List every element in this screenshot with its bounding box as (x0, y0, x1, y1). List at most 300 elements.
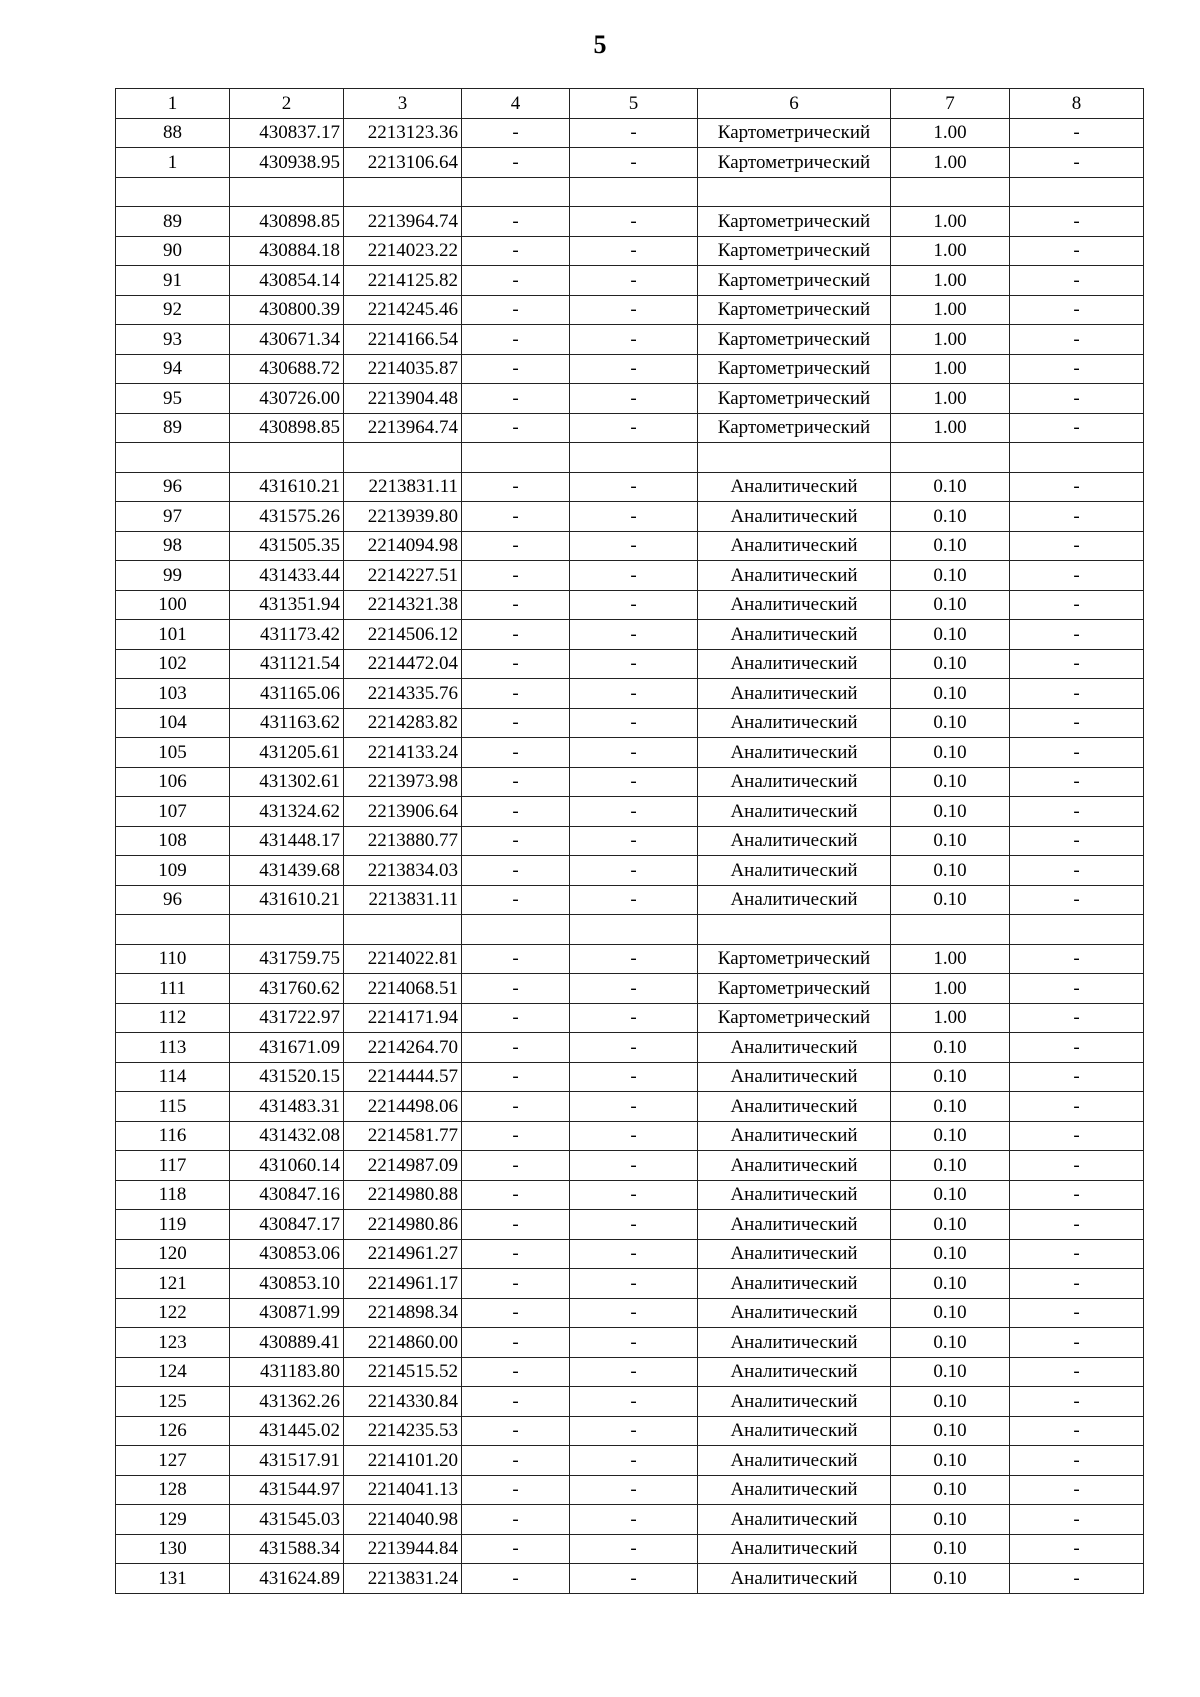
point-number-cell: 123 (116, 1328, 230, 1358)
col8-cell: - (1010, 472, 1144, 502)
y-coordinate-cell: 2213831.11 (344, 472, 462, 502)
col8-cell: - (1010, 1180, 1144, 1210)
point-number-cell: 101 (116, 620, 230, 650)
accuracy-cell: 1.00 (891, 118, 1010, 148)
header-cell: 1 (116, 89, 230, 119)
point-number-cell: 88 (116, 118, 230, 148)
point-number-cell: 91 (116, 266, 230, 296)
col8-cell: - (1010, 207, 1144, 237)
y-coordinate-cell: 2214040.98 (344, 1505, 462, 1535)
col5-cell: - (570, 148, 698, 178)
col4-cell: - (462, 295, 570, 325)
header-cell: 5 (570, 89, 698, 119)
col4-cell: - (462, 1328, 570, 1358)
y-coordinate-cell: 2214581.77 (344, 1121, 462, 1151)
col8-cell: - (1010, 1210, 1144, 1240)
y-coordinate-cell: 2213831.11 (344, 885, 462, 915)
table-row (116, 1446, 1144, 1476)
col8-cell: - (1010, 708, 1144, 738)
accuracy-cell: 0.10 (891, 1180, 1010, 1210)
accuracy-cell: 0.10 (891, 1239, 1010, 1269)
table-row (116, 974, 1144, 1004)
method-cell: Картометрический (698, 236, 891, 266)
y-coordinate-cell: 2214506.12 (344, 620, 462, 650)
table-row (116, 620, 1144, 650)
y-coordinate-cell: 2214094.98 (344, 531, 462, 561)
col4-cell: - (462, 1003, 570, 1033)
col8-cell: - (1010, 354, 1144, 384)
method-cell: Аналитический (698, 797, 891, 827)
col5-cell: - (570, 1239, 698, 1269)
point-number-cell: 1 (116, 148, 230, 178)
x-coordinate-cell: 431445.02 (230, 1416, 344, 1446)
col8-cell: - (1010, 236, 1144, 266)
accuracy-cell: 0.10 (891, 1534, 1010, 1564)
point-number-cell: 129 (116, 1505, 230, 1535)
method-cell: Картометрический (698, 266, 891, 296)
y-coordinate-cell: 2214133.24 (344, 738, 462, 768)
table-row (116, 1062, 1144, 1092)
method-cell: Аналитический (698, 1475, 891, 1505)
col5-cell: - (570, 1564, 698, 1594)
col8-cell: - (1010, 1298, 1144, 1328)
y-coordinate-cell: 2214166.54 (344, 325, 462, 355)
point-number-cell: 100 (116, 590, 230, 620)
point-number-cell: 114 (116, 1062, 230, 1092)
coordinates-table (115, 88, 1144, 1594)
col5-cell: - (570, 767, 698, 797)
method-cell: Аналитический (698, 856, 891, 886)
empty-cell (462, 177, 570, 207)
x-coordinate-cell: 431439.68 (230, 856, 344, 886)
table-row (116, 767, 1144, 797)
col4-cell: - (462, 266, 570, 296)
col8-cell: - (1010, 502, 1144, 532)
col8-cell: - (1010, 826, 1144, 856)
table-row (116, 1298, 1144, 1328)
y-coordinate-cell: 2214472.04 (344, 649, 462, 679)
point-number-cell: 97 (116, 502, 230, 532)
col8-cell: - (1010, 266, 1144, 296)
col8-cell: - (1010, 1239, 1144, 1269)
x-coordinate-cell: 430800.39 (230, 295, 344, 325)
col4-cell: - (462, 1180, 570, 1210)
table-row (116, 561, 1144, 591)
col8-cell: - (1010, 1564, 1144, 1594)
col5-cell: - (570, 1121, 698, 1151)
x-coordinate-cell: 431448.17 (230, 826, 344, 856)
col4-cell: - (462, 856, 570, 886)
point-number-cell: 89 (116, 207, 230, 237)
x-coordinate-cell: 431183.80 (230, 1357, 344, 1387)
col5-cell: - (570, 531, 698, 561)
accuracy-cell: 1.00 (891, 295, 1010, 325)
col5-cell: - (570, 974, 698, 1004)
col5-cell: - (570, 1092, 698, 1122)
x-coordinate-cell: 431432.08 (230, 1121, 344, 1151)
table-row (116, 1416, 1144, 1446)
col8-cell: - (1010, 856, 1144, 886)
accuracy-cell: 1.00 (891, 1003, 1010, 1033)
col4-cell: - (462, 236, 570, 266)
method-cell: Аналитический (698, 1505, 891, 1535)
table-row (116, 1269, 1144, 1299)
empty-cell (570, 915, 698, 945)
method-cell: Аналитический (698, 679, 891, 709)
table-row (116, 384, 1144, 414)
table-row (116, 590, 1144, 620)
col4-cell: - (462, 561, 570, 591)
col8-cell: - (1010, 531, 1144, 561)
x-coordinate-cell: 431351.94 (230, 590, 344, 620)
accuracy-cell: 0.10 (891, 1416, 1010, 1446)
point-number-cell: 124 (116, 1357, 230, 1387)
header-cell: 4 (462, 89, 570, 119)
table-row (116, 708, 1144, 738)
accuracy-cell: 1.00 (891, 266, 1010, 296)
col8-cell: - (1010, 1357, 1144, 1387)
y-coordinate-cell: 2214321.38 (344, 590, 462, 620)
x-coordinate-cell: 430871.99 (230, 1298, 344, 1328)
col8-cell: - (1010, 1475, 1144, 1505)
accuracy-cell: 0.10 (891, 1357, 1010, 1387)
x-coordinate-cell: 431545.03 (230, 1505, 344, 1535)
y-coordinate-cell: 2214171.94 (344, 1003, 462, 1033)
col4-cell: - (462, 738, 570, 768)
point-number-cell: 130 (116, 1534, 230, 1564)
method-cell: Картометрический (698, 295, 891, 325)
table-row (116, 1003, 1144, 1033)
x-coordinate-cell: 431760.62 (230, 974, 344, 1004)
method-cell: Аналитический (698, 502, 891, 532)
col5-cell: - (570, 325, 698, 355)
table-row (116, 413, 1144, 443)
accuracy-cell: 0.10 (891, 826, 1010, 856)
point-number-cell: 104 (116, 708, 230, 738)
col4-cell: - (462, 620, 570, 650)
col4-cell: - (462, 531, 570, 561)
col5-cell: - (570, 1298, 698, 1328)
empty-cell (116, 915, 230, 945)
col5-cell: - (570, 1269, 698, 1299)
point-number-cell: 121 (116, 1269, 230, 1299)
table-row (116, 1475, 1144, 1505)
col5-cell: - (570, 207, 698, 237)
x-coordinate-cell: 431722.97 (230, 1003, 344, 1033)
y-coordinate-cell: 2214335.76 (344, 679, 462, 709)
col8-cell: - (1010, 1505, 1144, 1535)
col4-cell: - (462, 1446, 570, 1476)
accuracy-cell: 0.10 (891, 1505, 1010, 1535)
col4-cell: - (462, 767, 570, 797)
col4-cell: - (462, 502, 570, 532)
col4-cell: - (462, 118, 570, 148)
point-number-cell: 127 (116, 1446, 230, 1476)
empty-cell (891, 177, 1010, 207)
accuracy-cell: 1.00 (891, 207, 1010, 237)
method-cell: Аналитический (698, 1239, 891, 1269)
x-coordinate-cell: 430938.95 (230, 148, 344, 178)
y-coordinate-cell: 2214068.51 (344, 974, 462, 1004)
empty-cell (230, 915, 344, 945)
accuracy-cell: 0.10 (891, 502, 1010, 532)
method-cell: Картометрический (698, 354, 891, 384)
col4-cell: - (462, 1033, 570, 1063)
accuracy-cell: 0.10 (891, 1328, 1010, 1358)
point-number-cell: 106 (116, 767, 230, 797)
col8-cell: - (1010, 325, 1144, 355)
x-coordinate-cell: 430847.17 (230, 1210, 344, 1240)
table-row (116, 325, 1144, 355)
method-cell: Картометрический (698, 384, 891, 414)
table-row (116, 207, 1144, 237)
empty-cell (462, 915, 570, 945)
table-row (116, 679, 1144, 709)
col8-cell: - (1010, 561, 1144, 591)
x-coordinate-cell: 431060.14 (230, 1151, 344, 1181)
col4-cell: - (462, 1416, 570, 1446)
method-cell: Картометрический (698, 944, 891, 974)
point-number-cell: 126 (116, 1416, 230, 1446)
col5-cell: - (570, 885, 698, 915)
x-coordinate-cell: 431610.21 (230, 885, 344, 915)
method-cell: Картометрический (698, 118, 891, 148)
accuracy-cell: 0.10 (891, 1062, 1010, 1092)
point-number-cell: 96 (116, 472, 230, 502)
col5-cell: - (570, 1180, 698, 1210)
x-coordinate-cell: 430854.14 (230, 266, 344, 296)
x-coordinate-cell: 431520.15 (230, 1062, 344, 1092)
method-cell: Картометрический (698, 325, 891, 355)
col4-cell: - (462, 649, 570, 679)
accuracy-cell: 1.00 (891, 325, 1010, 355)
accuracy-cell: 0.10 (891, 708, 1010, 738)
col5-cell: - (570, 797, 698, 827)
col5-cell: - (570, 266, 698, 296)
col4-cell: - (462, 708, 570, 738)
x-coordinate-cell: 430853.06 (230, 1239, 344, 1269)
x-coordinate-cell: 431575.26 (230, 502, 344, 532)
method-cell: Аналитический (698, 1210, 891, 1240)
col5-cell: - (570, 1328, 698, 1358)
y-coordinate-cell: 2214264.70 (344, 1033, 462, 1063)
method-cell: Аналитический (698, 826, 891, 856)
x-coordinate-cell: 431173.42 (230, 620, 344, 650)
method-cell: Аналитический (698, 1298, 891, 1328)
col5-cell: - (570, 1062, 698, 1092)
accuracy-cell: 0.10 (891, 679, 1010, 709)
point-number-cell: 122 (116, 1298, 230, 1328)
table-header-row (116, 89, 1144, 119)
empty-cell (1010, 177, 1144, 207)
col8-cell: - (1010, 944, 1144, 974)
empty-cell (891, 915, 1010, 945)
table-row (116, 1239, 1144, 1269)
x-coordinate-cell: 431362.26 (230, 1387, 344, 1417)
empty-cell (570, 443, 698, 473)
header-cell: 3 (344, 89, 462, 119)
col5-cell: - (570, 679, 698, 709)
col4-cell: - (462, 944, 570, 974)
accuracy-cell: 0.10 (891, 738, 1010, 768)
y-coordinate-cell: 2214330.84 (344, 1387, 462, 1417)
point-number-cell: 116 (116, 1121, 230, 1151)
col4-cell: - (462, 1062, 570, 1092)
col8-cell: - (1010, 620, 1144, 650)
point-number-cell: 93 (116, 325, 230, 355)
accuracy-cell: 1.00 (891, 384, 1010, 414)
method-cell: Аналитический (698, 1062, 891, 1092)
accuracy-cell: 1.00 (891, 974, 1010, 1004)
table-row (116, 1033, 1144, 1063)
col4-cell: - (462, 885, 570, 915)
table-separator-row (116, 443, 1144, 473)
point-number-cell: 118 (116, 1180, 230, 1210)
method-cell: Аналитический (698, 1328, 891, 1358)
header-cell: 6 (698, 89, 891, 119)
col5-cell: - (570, 413, 698, 443)
accuracy-cell: 0.10 (891, 797, 1010, 827)
accuracy-cell: 0.10 (891, 767, 1010, 797)
method-cell: Аналитический (698, 1092, 891, 1122)
x-coordinate-cell: 431205.61 (230, 738, 344, 768)
table-row (116, 531, 1144, 561)
empty-cell (116, 177, 230, 207)
col5-cell: - (570, 295, 698, 325)
table-row (116, 1534, 1144, 1564)
table-separator-row (116, 177, 1144, 207)
y-coordinate-cell: 2213904.48 (344, 384, 462, 414)
col8-cell: - (1010, 738, 1144, 768)
x-coordinate-cell: 431302.61 (230, 767, 344, 797)
empty-cell (1010, 915, 1144, 945)
col8-cell: - (1010, 1387, 1144, 1417)
table-body (116, 118, 1144, 1593)
y-coordinate-cell: 2214235.53 (344, 1416, 462, 1446)
accuracy-cell: 0.10 (891, 1151, 1010, 1181)
table-row (116, 885, 1144, 915)
method-cell: Картометрический (698, 148, 891, 178)
col4-cell: - (462, 384, 570, 414)
col5-cell: - (570, 649, 698, 679)
page-number: 5 (593, 30, 607, 59)
col8-cell: - (1010, 1033, 1144, 1063)
method-cell: Картометрический (698, 974, 891, 1004)
col8-cell: - (1010, 295, 1144, 325)
x-coordinate-cell: 430837.17 (230, 118, 344, 148)
col8-cell: - (1010, 1151, 1144, 1181)
x-coordinate-cell: 431759.75 (230, 944, 344, 974)
table-row (116, 1357, 1144, 1387)
table-row (116, 944, 1144, 974)
col8-cell: - (1010, 649, 1144, 679)
method-cell: Аналитический (698, 1180, 891, 1210)
col8-cell: - (1010, 1062, 1144, 1092)
accuracy-cell: 0.10 (891, 1210, 1010, 1240)
method-cell: Аналитический (698, 1121, 891, 1151)
col4-cell: - (462, 1239, 570, 1269)
col5-cell: - (570, 1210, 698, 1240)
col4-cell: - (462, 826, 570, 856)
point-number-cell: 117 (116, 1151, 230, 1181)
col8-cell: - (1010, 148, 1144, 178)
y-coordinate-cell: 2214227.51 (344, 561, 462, 591)
col8-cell: - (1010, 1092, 1144, 1122)
accuracy-cell: 0.10 (891, 620, 1010, 650)
table-row (116, 1151, 1144, 1181)
y-coordinate-cell: 2213973.98 (344, 767, 462, 797)
point-number-cell: 131 (116, 1564, 230, 1594)
y-coordinate-cell: 2213880.77 (344, 826, 462, 856)
col4-cell: - (462, 1505, 570, 1535)
method-cell: Аналитический (698, 767, 891, 797)
method-cell: Аналитический (698, 1416, 891, 1446)
y-coordinate-cell: 2214961.17 (344, 1269, 462, 1299)
point-number-cell: 108 (116, 826, 230, 856)
y-coordinate-cell: 2214023.22 (344, 236, 462, 266)
y-coordinate-cell: 2213834.03 (344, 856, 462, 886)
col8-cell: - (1010, 1534, 1144, 1564)
x-coordinate-cell: 431544.97 (230, 1475, 344, 1505)
col5-cell: - (570, 738, 698, 768)
accuracy-cell: 0.10 (891, 1121, 1010, 1151)
table-row (116, 797, 1144, 827)
col4-cell: - (462, 413, 570, 443)
col5-cell: - (570, 944, 698, 974)
point-number-cell: 128 (116, 1475, 230, 1505)
col4-cell: - (462, 590, 570, 620)
x-coordinate-cell: 430898.85 (230, 207, 344, 237)
accuracy-cell: 0.10 (891, 1564, 1010, 1594)
y-coordinate-cell: 2214022.81 (344, 944, 462, 974)
method-cell: Картометрический (698, 413, 891, 443)
col8-cell: - (1010, 885, 1144, 915)
y-coordinate-cell: 2214860.00 (344, 1328, 462, 1358)
y-coordinate-cell: 2214498.06 (344, 1092, 462, 1122)
table-row (116, 1387, 1144, 1417)
accuracy-cell: 0.10 (891, 1033, 1010, 1063)
method-cell: Аналитический (698, 708, 891, 738)
method-cell: Аналитический (698, 1033, 891, 1063)
y-coordinate-cell: 2213123.36 (344, 118, 462, 148)
col4-cell: - (462, 148, 570, 178)
method-cell: Аналитический (698, 620, 891, 650)
y-coordinate-cell: 2214961.27 (344, 1239, 462, 1269)
accuracy-cell: 0.10 (891, 561, 1010, 591)
y-coordinate-cell: 2213944.84 (344, 1534, 462, 1564)
accuracy-cell: 0.10 (891, 590, 1010, 620)
method-cell: Аналитический (698, 1357, 891, 1387)
table-row (116, 1121, 1144, 1151)
accuracy-cell: 0.10 (891, 885, 1010, 915)
col5-cell: - (570, 118, 698, 148)
y-coordinate-cell: 2213964.74 (344, 413, 462, 443)
col8-cell: - (1010, 1416, 1144, 1446)
col5-cell: - (570, 1475, 698, 1505)
col8-cell: - (1010, 1328, 1144, 1358)
accuracy-cell: 0.10 (891, 1446, 1010, 1476)
empty-cell (1010, 443, 1144, 473)
empty-cell (698, 177, 891, 207)
col4-cell: - (462, 1151, 570, 1181)
table-row (116, 1092, 1144, 1122)
accuracy-cell: 0.10 (891, 1387, 1010, 1417)
col4-cell: - (462, 1298, 570, 1328)
point-number-cell: 110 (116, 944, 230, 974)
col5-cell: - (570, 502, 698, 532)
y-coordinate-cell: 2214987.09 (344, 1151, 462, 1181)
header-cell: 8 (1010, 89, 1144, 119)
